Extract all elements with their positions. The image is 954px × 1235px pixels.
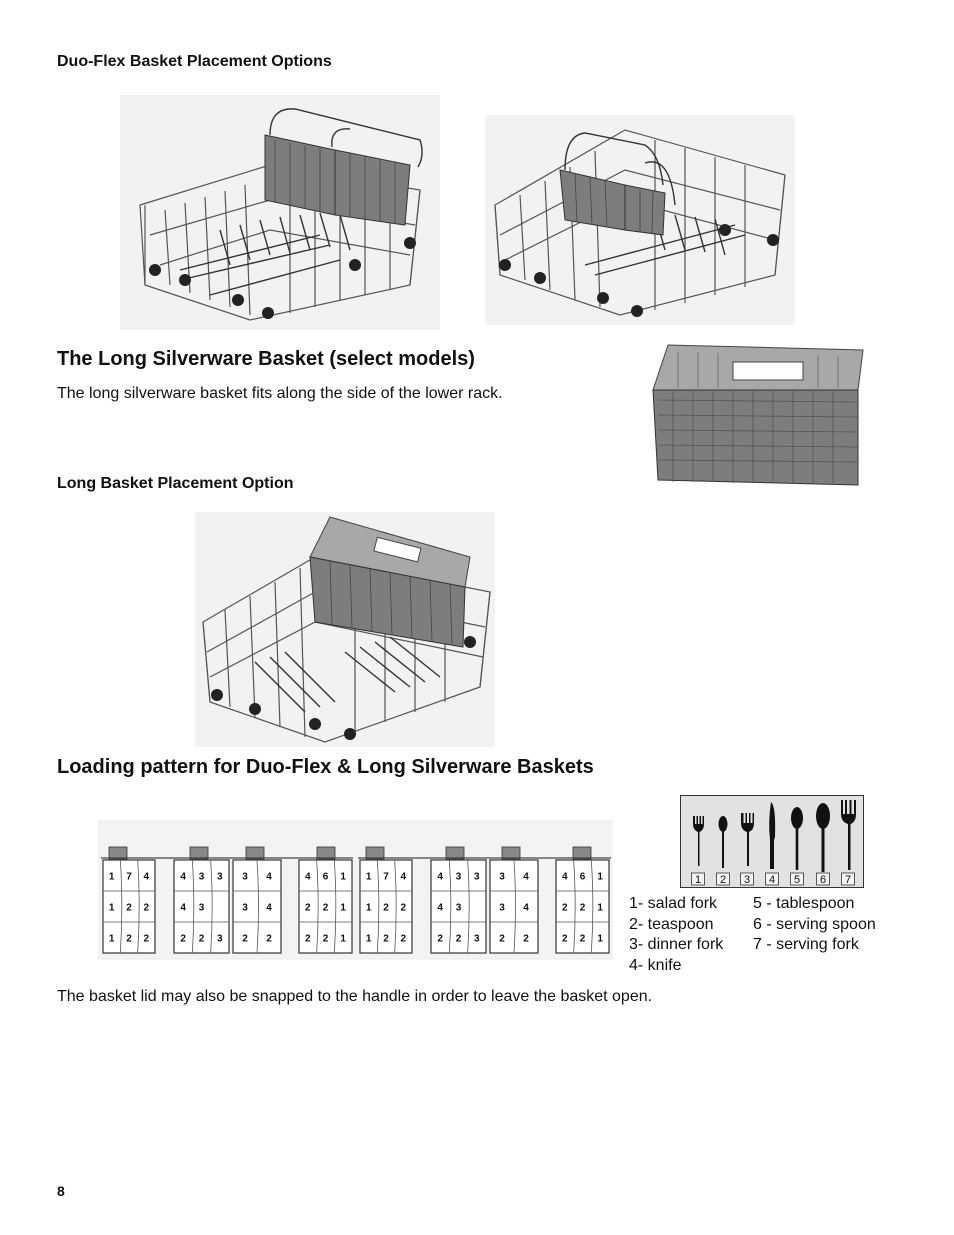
legend-item: 7 - serving fork <box>753 936 859 953</box>
legend-item: 5 - tablespoon <box>753 895 855 912</box>
cell-utensil-number: 7 <box>126 871 132 883</box>
long-basket-placement-heading: Long Basket Placement Option <box>57 475 294 492</box>
basket-handle <box>366 847 384 859</box>
cell-utensil-number: 2 <box>126 933 132 945</box>
cell-utensil-number: 3 <box>499 871 505 883</box>
cell-utensil-number: 2 <box>523 933 529 945</box>
basket-compartment-group <box>490 860 538 953</box>
cell-utensil-number: 2 <box>562 902 568 914</box>
cell-utensil-number: 2 <box>499 933 505 945</box>
cell-utensil-number: 3 <box>217 871 223 883</box>
cell-utensil-number: 3 <box>499 902 505 914</box>
cell-utensil-number: 3 <box>242 902 248 914</box>
page-number: 8 <box>57 1183 65 1199</box>
legend-item: 3- dinner fork <box>629 936 724 953</box>
cell-utensil-number: 4 <box>523 902 529 914</box>
cell-utensil-number: 1 <box>597 902 603 914</box>
cell-utensil-number: 2 <box>400 933 407 945</box>
teaspoon-icon <box>719 816 728 868</box>
cell-utensil-number: 3 <box>198 871 205 883</box>
cell-utensil-number: 4 <box>523 871 529 883</box>
loading-pattern-heading: Loading pattern for Duo-Flex & Long Silverware Baskets <box>57 756 594 778</box>
utensil-reference-box <box>680 795 864 888</box>
cell-utensil-number: 3 <box>474 871 480 883</box>
cell-utensil-number: 1 <box>365 902 372 914</box>
cell-utensil-number: 2 <box>437 933 443 945</box>
utensil-number: 3 <box>743 874 751 886</box>
cell-utensil-number: 4 <box>266 871 272 883</box>
basket-handle <box>317 847 335 859</box>
cell-utensil-number: 2 <box>562 933 568 945</box>
cell-utensil-number: 2 <box>242 933 248 945</box>
long-basket-rack-image <box>195 512 495 747</box>
cell-utensil-number: 2 <box>305 933 311 945</box>
dinner-fork-icon <box>741 813 754 866</box>
cell-utensil-number: 4 <box>305 871 311 883</box>
legend-column-1 <box>629 894 723 976</box>
cell-utensil-number: 2 <box>400 902 407 914</box>
legend-item: 2- teaspoon <box>629 915 714 933</box>
basket-lid-note: The basket lid may also be snapped to the handle in order to leave the basket open. <box>57 988 653 1005</box>
long-basket-image <box>648 340 868 490</box>
cell-utensil-number: 3 <box>455 902 462 914</box>
cell-utensil-number: 1 <box>340 933 346 945</box>
cell-utensil-number: 4 <box>437 871 443 883</box>
cell-utensil-number: 3 <box>198 902 205 914</box>
cell-utensil-number: 2 <box>455 933 462 945</box>
duo-flex-heading: Duo-Flex Basket Placement Options <box>57 53 332 70</box>
serving-fork-icon <box>841 800 856 870</box>
basket-handle <box>109 847 127 859</box>
cell-utensil-number: 2 <box>383 933 389 945</box>
legend-column-2 <box>753 894 876 956</box>
serving-spoon-icon <box>816 803 830 872</box>
cell-utensil-number: 2 <box>198 933 205 945</box>
utensil-number: 6 <box>819 874 827 886</box>
basket-handle <box>446 847 464 859</box>
cell-utensil-number: 6 <box>322 871 329 883</box>
basket-handle <box>573 847 591 859</box>
cell-utensil-number: 1 <box>365 871 372 883</box>
cell-utensil-number: 3 <box>242 871 248 883</box>
tablespoon-icon <box>791 807 803 870</box>
cell-utensil-number: 1 <box>108 902 115 914</box>
cell-utensil-number: 4 <box>400 871 407 883</box>
cell-utensil-number: 7 <box>383 871 389 883</box>
cell-utensil-number: 4 <box>437 902 443 914</box>
cell-utensil-number: 3 <box>217 933 223 945</box>
cell-utensil-number: 4 <box>562 871 568 883</box>
cell-utensil-number: 2 <box>579 902 586 914</box>
long-basket-description: The long silverware basket fits along the side of the lower rack. <box>57 385 503 402</box>
cell-utensil-number: 1 <box>597 871 603 883</box>
cell-utensil-number: 2 <box>143 902 150 914</box>
utensil-number: 2 <box>719 874 727 886</box>
cell-utensil-number: 1 <box>108 933 115 945</box>
basket-handle <box>502 847 520 859</box>
cell-utensil-number: 1 <box>108 871 115 883</box>
long-basket-heading: The Long Silverware Basket (select models) <box>57 348 475 370</box>
cell-utensil-number: 1 <box>365 933 372 945</box>
cell-utensil-number: 1 <box>597 933 603 945</box>
cell-utensil-number: 4 <box>180 871 186 883</box>
cell-utensil-number: 4 <box>180 902 186 914</box>
loading-pattern-diagram <box>98 820 613 960</box>
basket-handle <box>190 847 208 859</box>
legend-item: 1- salad fork <box>629 895 718 912</box>
legend-item: 6 - serving spoon <box>753 915 876 933</box>
cell-utensil-number: 2 <box>126 902 132 914</box>
cell-utensil-number: 1 <box>340 902 346 914</box>
utensil-silhouettes <box>681 796 863 887</box>
basket-handle <box>246 847 264 859</box>
cell-utensil-number: 2 <box>383 902 389 914</box>
cell-utensil-number: 2 <box>266 933 272 945</box>
cell-utensil-number: 1 <box>340 871 346 883</box>
cell-utensil-number: 2 <box>180 933 186 945</box>
cell-utensil-number: 2 <box>305 902 311 914</box>
utensil-number: 7 <box>844 874 852 886</box>
cell-utensil-number: 3 <box>455 871 462 883</box>
basket-compartment-group <box>233 860 281 953</box>
cell-utensil-number: 2 <box>579 933 586 945</box>
utensil-number: 4 <box>768 874 776 886</box>
utensil-number: 1 <box>694 874 702 886</box>
cell-utensil-number: 4 <box>266 902 272 914</box>
salad-fork-icon <box>693 816 704 866</box>
legend-item: 4- knife <box>629 956 682 974</box>
knife-icon <box>769 802 775 869</box>
cell-utensil-number: 2 <box>322 902 329 914</box>
duo-flex-rack-image-right <box>485 115 795 325</box>
cell-utensil-number: 2 <box>322 933 329 945</box>
cell-utensil-number: 3 <box>474 933 480 945</box>
cell-utensil-number: 2 <box>143 933 150 945</box>
utensil-number: 5 <box>793 874 801 886</box>
cell-utensil-number: 6 <box>579 871 586 883</box>
duo-flex-rack-image-left <box>120 95 440 330</box>
cell-utensil-number: 4 <box>143 871 150 883</box>
